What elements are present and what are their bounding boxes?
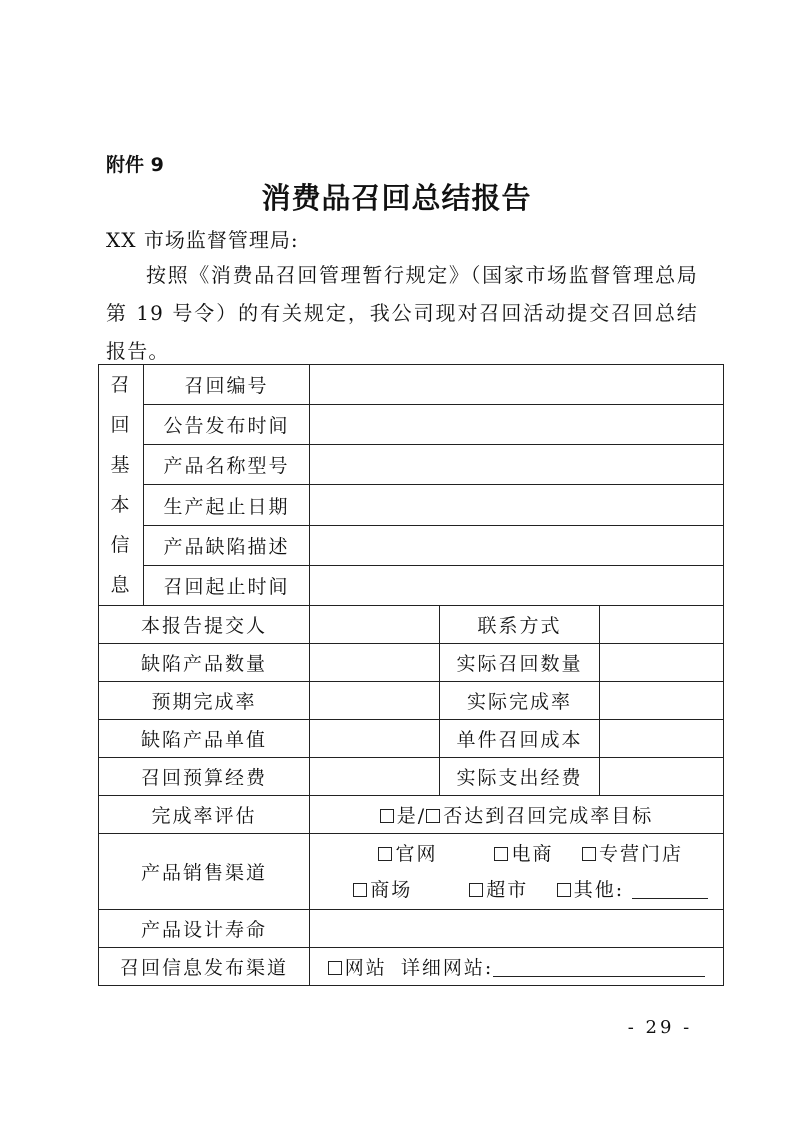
intro-paragraph: 按照《消费品召回管理暂行规定》（国家市场监督管理总局第 19 号令）的有关规定，我公司现对召回活动提交召回总结报告。: [106, 263, 698, 363]
other-channel-blank[interactable]: [632, 882, 708, 899]
field-recall-number[interactable]: [310, 365, 724, 405]
form-row-defect-description: [99, 525, 724, 565]
website-url-blank[interactable]: [493, 960, 705, 977]
label-production-dates: 生产起止日期: [144, 485, 310, 525]
form-row-recall-period: [99, 565, 724, 605]
channel-option[interactable]: [466, 836, 582, 872]
channel-row-2: [310, 872, 723, 908]
channel-option[interactable]: [557, 872, 708, 908]
field-product-model[interactable]: [310, 445, 724, 485]
field-unit-value[interactable]: [310, 720, 440, 758]
document-title: 消费品召回总结报告: [261, 181, 532, 215]
recall-summary-form: [98, 364, 724, 986]
checkbox-icon[interactable]: [494, 847, 508, 861]
section-char: 召: [110, 374, 132, 396]
label-announce-time: 公告发布时间: [144, 405, 310, 445]
checkbox-icon[interactable]: [353, 883, 367, 897]
checkbox-icon[interactable]: [557, 883, 571, 897]
field-actual-expense[interactable]: [600, 758, 724, 796]
channel-option[interactable]: [350, 836, 466, 872]
section-char: 信: [110, 534, 132, 556]
label-submitter: 本报告提交人: [99, 606, 310, 644]
label-actual-recall-quantity: 实际召回数量: [440, 644, 600, 682]
field-publish-channel: [310, 948, 724, 986]
field-budget[interactable]: [310, 758, 440, 796]
label-defect-description: 产品缺陷描述: [144, 525, 310, 565]
channel-label: 专营门店: [599, 842, 684, 865]
option-yes-label: 是/: [396, 805, 427, 827]
form-row-recall-number: [99, 365, 724, 405]
label-publish-channel: 召回信息发布渠道: [99, 948, 310, 986]
label-design-life: 产品设计寿命: [99, 910, 310, 948]
label-unit-value: 缺陷产品单值: [99, 720, 310, 758]
website-detail-label: 详细网站:: [400, 957, 494, 979]
section-label-basic-info: [99, 365, 144, 606]
form-row-defect-quantity: [99, 644, 724, 682]
field-production-dates[interactable]: [310, 485, 724, 525]
label-defect-quantity: 缺陷产品数量: [99, 644, 310, 682]
form-row-budget: [99, 758, 724, 796]
channel-label: 官网: [395, 842, 438, 865]
field-expected-rate[interactable]: [310, 682, 440, 720]
field-defect-quantity[interactable]: [310, 644, 440, 682]
label-expected-rate: 预期完成率: [99, 682, 310, 720]
addressee: XX 市场监督管理局:: [106, 228, 299, 252]
label-product-model: 产品名称型号: [144, 445, 310, 485]
checkbox-website[interactable]: [328, 961, 342, 975]
channel-label: 商场: [370, 878, 413, 901]
field-evaluation: [310, 796, 724, 834]
field-submitter[interactable]: [310, 606, 440, 644]
channel-label: 其他:: [573, 878, 625, 901]
form-row-evaluation: [99, 796, 724, 834]
field-recall-period[interactable]: [310, 565, 724, 605]
website-label: 网站: [344, 957, 387, 979]
form-row-sales-channels: [99, 834, 724, 910]
channel-option[interactable]: [325, 872, 441, 908]
form-row-submitter: [99, 606, 724, 644]
checkbox-icon[interactable]: [378, 847, 392, 861]
form-row-product-model: [99, 445, 724, 485]
form-row-unit-value: [99, 720, 724, 758]
section-char: 息: [110, 574, 132, 596]
channel-label: 电商: [511, 842, 554, 865]
label-recall-number: 召回编号: [144, 365, 310, 405]
section-char: 本: [110, 494, 132, 516]
page-number: - 29 -: [627, 1017, 693, 1038]
label-sales-channels: 产品销售渠道: [99, 834, 310, 910]
field-design-life[interactable]: [310, 910, 724, 948]
field-actual-rate[interactable]: [600, 682, 724, 720]
field-unit-recall-cost[interactable]: [600, 720, 724, 758]
label-actual-expense: 实际支出经费: [440, 758, 600, 796]
label-actual-rate: 实际完成率: [440, 682, 600, 720]
channel-row-1: [310, 836, 723, 872]
field-contact[interactable]: [600, 606, 724, 644]
form-row-production-dates: [99, 485, 724, 525]
checkbox-icon[interactable]: [469, 883, 483, 897]
label-recall-period: 召回起止时间: [144, 565, 310, 605]
checkbox-yes[interactable]: [380, 809, 394, 823]
label-contact: 联系方式: [440, 606, 600, 644]
field-actual-recall-quantity[interactable]: [600, 644, 724, 682]
option-no-label: 否达到召回完成率目标: [443, 805, 654, 827]
form-row-publish-channel: [99, 948, 724, 986]
label-evaluation: 完成率评估: [99, 796, 310, 834]
label-budget: 召回预算经费: [99, 758, 310, 796]
field-defect-description[interactable]: [310, 525, 724, 565]
field-announce-time[interactable]: [310, 405, 724, 445]
form-row-announce-time: [99, 405, 724, 445]
attachment-label: 附件 9: [106, 154, 164, 176]
channel-option[interactable]: [582, 836, 683, 872]
form-row-design-life: [99, 910, 724, 948]
field-sales-channels: [310, 834, 724, 910]
form-row-expected-rate: [99, 682, 724, 720]
section-char: 回: [110, 414, 132, 436]
checkbox-no[interactable]: [426, 809, 440, 823]
channel-option[interactable]: [441, 872, 557, 908]
section-char: 基: [110, 454, 132, 476]
checkbox-icon[interactable]: [582, 847, 596, 861]
channel-label: 超市: [486, 878, 529, 901]
label-unit-recall-cost: 单件召回成本: [440, 720, 600, 758]
